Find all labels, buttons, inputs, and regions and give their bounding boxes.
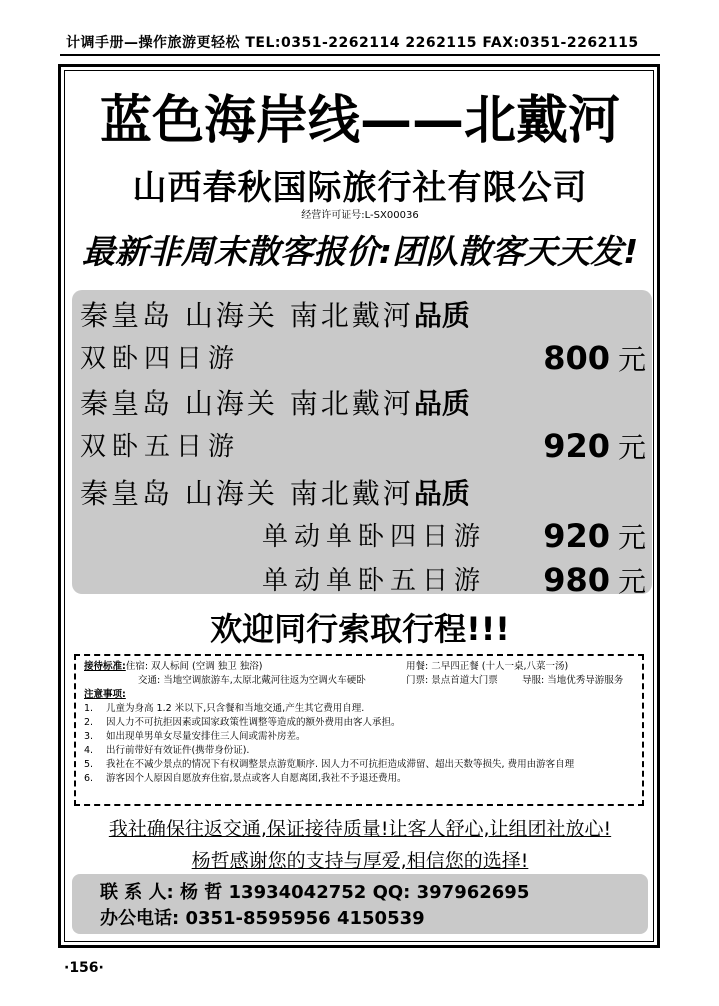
note-item	[84, 758, 634, 772]
note-item	[84, 730, 634, 744]
contact-panel	[72, 874, 648, 934]
terms-row	[84, 674, 634, 688]
tour-price	[543, 426, 646, 466]
meals-text: 用餐: 二早四正餐 (十人一桌,八菜一汤)	[406, 661, 569, 672]
slogan: 最新非周末散客报价:团队散客天天发!	[81, 232, 639, 271]
page-number: ·156·	[64, 960, 104, 976]
quality-label: 品质	[413, 387, 470, 420]
service-pledge: 我社确保往返交通,保证接待质量!让客人舒心,让组团社放心!	[108, 818, 612, 840]
license-number: 经营许可证号:L-SX00036	[301, 210, 419, 221]
tour-name: 双卧五日游	[80, 432, 241, 462]
price-unit: 元	[617, 521, 646, 554]
note-number: 2.	[84, 717, 94, 728]
price-unit: 元	[617, 431, 646, 464]
tour-destinations: 秦皇岛 山海关 南北戴河	[80, 387, 414, 420]
tour-price-row	[80, 560, 646, 600]
terms-box	[74, 654, 644, 806]
price-unit: 元	[617, 565, 646, 598]
price-unit: 元	[617, 343, 646, 376]
note-text: 如出现单男单女尽量安排住三人间或需补房差。	[106, 731, 306, 742]
note-item	[84, 702, 634, 716]
note-number: 3.	[84, 731, 94, 742]
flyer-title: 蓝色海岸线——北戴河	[99, 91, 620, 151]
tour-name: 双卧四日游	[80, 344, 241, 374]
note-number: 1.	[84, 703, 94, 714]
note-number: 6.	[84, 773, 94, 784]
quality-label: 品质	[413, 299, 470, 332]
note-text: 儿童为身高 1.2 米以下,只含餐和当地交通,产生其它费用自理.	[106, 703, 365, 714]
notes-label: 注意事项:	[84, 689, 126, 700]
transport-text: 交通: 当地空调旅游车,太原北戴河往返为空调火车硬卧	[138, 675, 366, 686]
note-number: 5.	[84, 759, 94, 770]
tour-price	[543, 338, 646, 378]
contact-person: 联 系 人: 杨 哲 13934042752 QQ: 397962695	[100, 882, 530, 903]
note-item	[84, 772, 634, 786]
page-header: 计调手册—操作旅游更轻松 TEL:0351-2262114 2262115 FAX:0351-2262115	[66, 35, 639, 51]
terms-row	[84, 660, 634, 674]
standard-label: 接待标准:	[84, 661, 126, 672]
welcome-text: 欢迎同行索取行程!!!	[210, 610, 510, 648]
note-number: 4.	[84, 745, 94, 756]
tour-destinations: 秦皇岛 山海关 南北戴河	[80, 299, 414, 332]
office-phone: 办公电话: 0351-8595956 4150539	[100, 908, 425, 929]
tour-dest-row	[80, 294, 646, 334]
quality-label: 品质	[413, 477, 470, 510]
tour-name: 单动单卧五日游	[262, 566, 487, 596]
terms-row	[84, 688, 634, 702]
note-text: 我社在不减少景点的情况下有权调整景点游览顺序. 因人力不可抗拒造成滞留、超出天数等损失, 费用由游客自理	[106, 759, 575, 770]
price-value: 800	[543, 339, 610, 377]
guide-text: 导服: 当地优秀导游服务	[522, 675, 624, 686]
note-text: 游客因个人原因自愿放弃住宿,景点或客人自愿离团,我社不予退还费用。	[106, 773, 407, 784]
tour-price-row	[80, 516, 646, 556]
tour-dest-row	[80, 472, 646, 512]
tour-dest-row	[80, 382, 646, 422]
tour-price	[543, 516, 646, 556]
tour-destinations: 秦皇岛 山海关 南北戴河	[80, 477, 414, 510]
tour-price-row	[80, 338, 646, 378]
tour-price-row	[80, 426, 646, 466]
thanks-text: 杨哲感谢您的支持与厚爱,相信您的选择!	[191, 850, 529, 872]
company-name: 山西春秋国际旅行社有限公司	[132, 168, 588, 208]
note-text: 因人力不可抗拒因素或国家政策性调整等造成的额外费用由客人承担。	[106, 717, 401, 728]
price-value: 920	[543, 517, 610, 555]
price-value: 980	[543, 561, 610, 599]
note-item	[84, 716, 634, 730]
tickets-text: 门票: 景点首道大门票	[406, 675, 498, 686]
tour-name: 单动单卧四日游	[262, 522, 487, 552]
header-rule	[60, 54, 660, 56]
tour-price	[543, 560, 646, 600]
note-item	[84, 744, 634, 758]
price-value: 920	[543, 427, 610, 465]
note-text: 出行前带好有效证件(携带身份证).	[106, 745, 250, 756]
lodging-text: 住宿: 双人标间 (空调 独卫 独浴)	[125, 661, 263, 672]
